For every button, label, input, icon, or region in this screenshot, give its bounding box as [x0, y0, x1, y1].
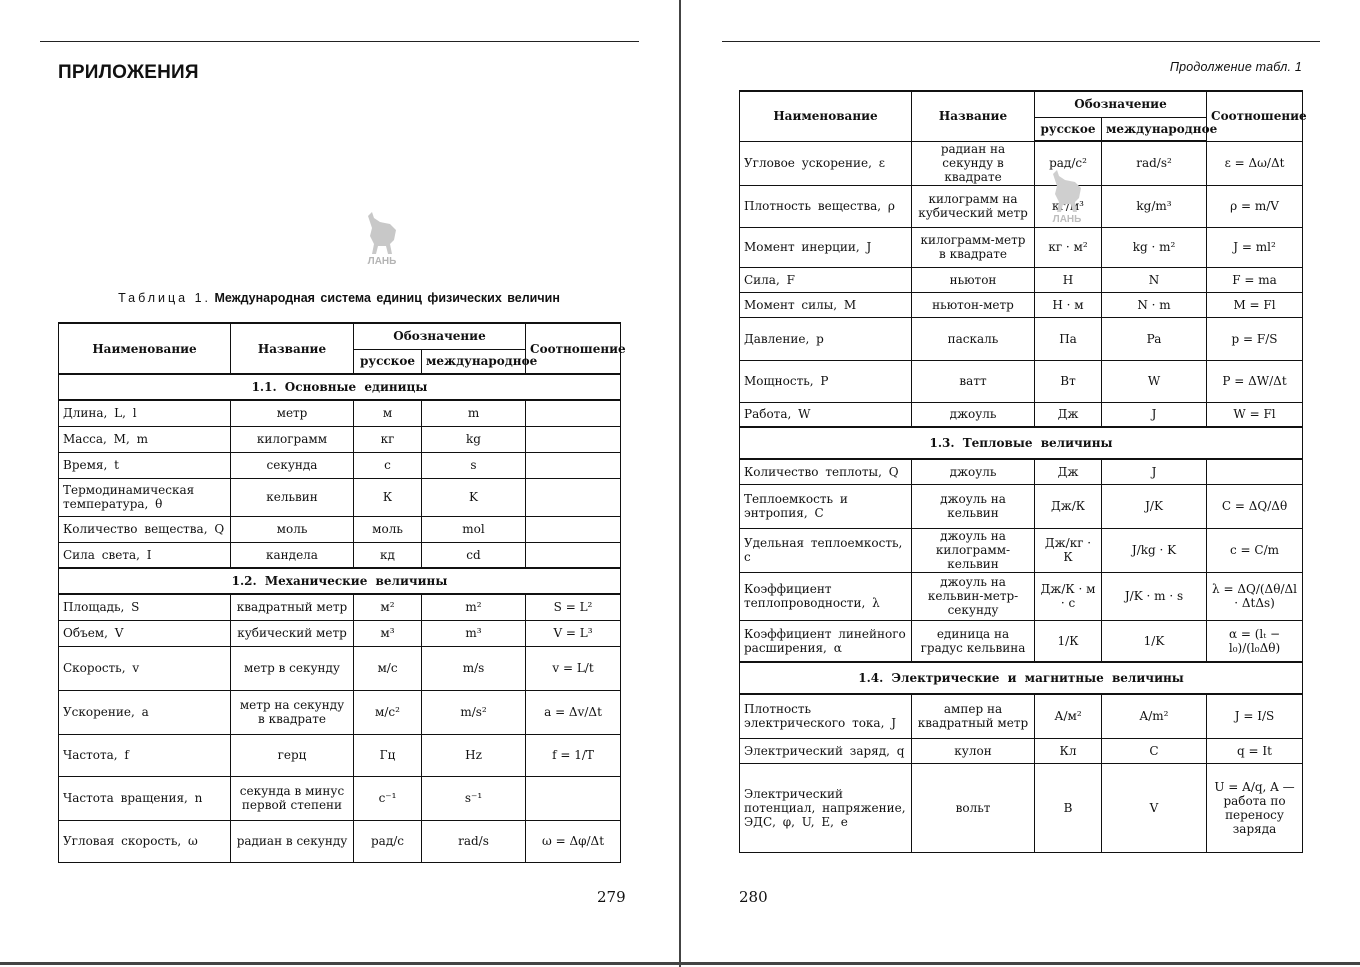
continuation-label: Продолжение табл. 1: [1169, 60, 1302, 74]
unit-name: джоуль: [912, 459, 1035, 484]
russian-symbol: Гц: [354, 734, 422, 776]
unit-name: ньютон-метр: [912, 292, 1035, 317]
quantity-name: Мощность, P: [740, 360, 912, 402]
russian-symbol: Дж/К: [1035, 484, 1102, 528]
unit-name: джоуль на кельвин-метр-секунду: [912, 572, 1035, 620]
table-row: [740, 360, 1303, 402]
header-russian: русское: [354, 349, 422, 374]
quantity-name: Момент инерции, J: [740, 227, 912, 267]
svg-text:ЛАНЬ: ЛАНЬ: [1052, 214, 1082, 225]
table-row: [740, 484, 1303, 528]
unit-name: секунда в минус первой степени: [231, 776, 354, 820]
section-title: 1.4. Электрические и магнитные величины: [740, 662, 1303, 694]
table-row: [59, 820, 621, 862]
russian-symbol: 1/К: [1035, 620, 1102, 662]
international-symbol: m: [422, 400, 526, 426]
unit-name: кулон: [912, 738, 1035, 763]
quantity-name: Частота, f: [59, 734, 231, 776]
russian-symbol: Н · м: [1035, 292, 1102, 317]
header-relation: Соотношение: [526, 323, 621, 374]
relation: a = Δv/Δt: [526, 690, 621, 734]
international-symbol: kg: [422, 426, 526, 452]
russian-symbol: с⁻¹: [354, 776, 422, 820]
svg-text:ЛАНЬ: ЛАНЬ: [367, 256, 397, 267]
relation: U = A/q, A — работа по переносу заряда: [1207, 763, 1303, 852]
unit-name: ампер на квадратный метр: [912, 694, 1035, 738]
unit-name: джоуль на килограмм-кельвин: [912, 528, 1035, 572]
relation: J = ml²: [1207, 227, 1303, 267]
page-number-right: 280: [739, 888, 768, 906]
relation: C = ΔQ/Δθ: [1207, 484, 1303, 528]
table-row: [740, 141, 1303, 185]
right-header-rule: [722, 41, 1320, 42]
unit-name: герц: [231, 734, 354, 776]
relation: W = Fl: [1207, 402, 1303, 427]
international-symbol: W: [1102, 360, 1207, 402]
table-row: [740, 528, 1303, 572]
quantity-name: Угловое ускорение, ε: [740, 141, 912, 185]
table-row: [59, 734, 621, 776]
international-symbol: mol: [422, 516, 526, 542]
international-symbol: K: [422, 478, 526, 516]
unit-name: паскаль: [912, 317, 1035, 360]
russian-symbol: м/с: [354, 646, 422, 690]
table-row: [59, 478, 621, 516]
unit-name: радиан на секунду в квадрате: [912, 141, 1035, 185]
international-symbol: J: [1102, 459, 1207, 484]
quantity-name: Давление, p: [740, 317, 912, 360]
quantity-name: Коэффициент линейного расширения, α: [740, 620, 912, 662]
units-table-part-2: [739, 90, 1307, 853]
international-symbol: V: [1102, 763, 1207, 852]
quantity-name: Частота вращения, n: [59, 776, 231, 820]
quantity-name: Угловая скорость, ω: [59, 820, 231, 862]
quantity-name: Количество вещества, Q: [59, 516, 231, 542]
page-number-left: 279: [597, 888, 626, 906]
table-row: [59, 690, 621, 734]
header-name: Наименование: [59, 323, 231, 374]
relation: [526, 516, 621, 542]
international-symbol: N: [1102, 267, 1207, 292]
quantity-name: Объем, V: [59, 620, 231, 646]
russian-symbol: Н: [1035, 267, 1102, 292]
quantity-name: Электрический потенциал, напряжение, ЭДС, φ, U, E, e: [740, 763, 912, 852]
relation: ρ = m/V: [1207, 185, 1303, 227]
relation: q = It: [1207, 738, 1303, 763]
russian-symbol: Вт: [1035, 360, 1102, 402]
page-heading: ПРИЛОЖЕНИЯ: [58, 62, 199, 83]
relation: p = F/S: [1207, 317, 1303, 360]
table-caption: [58, 291, 620, 305]
unit-name: кубический метр: [231, 620, 354, 646]
unit-name: ньютон: [912, 267, 1035, 292]
quantity-name: Площадь, S: [59, 594, 231, 620]
header-designation: Обозначение: [354, 323, 526, 349]
unit-name: килограмм: [231, 426, 354, 452]
unit-name: ватт: [912, 360, 1035, 402]
section-row: [740, 427, 1303, 459]
international-symbol: J/K · m · s: [1102, 572, 1207, 620]
quantity-name: Коэффициент теплопроводности, λ: [740, 572, 912, 620]
unit-name: квадратный метр: [231, 594, 354, 620]
international-symbol: kg/m³: [1102, 185, 1207, 227]
section-row: [59, 374, 621, 400]
international-symbol: cd: [422, 542, 526, 568]
international-symbol: m/s²: [422, 690, 526, 734]
relation: S = L²: [526, 594, 621, 620]
international-symbol: s⁻¹: [422, 776, 526, 820]
header-name: Наименование: [740, 91, 912, 141]
table-row: [59, 516, 621, 542]
bottom-edge: [0, 962, 1360, 965]
russian-symbol: моль: [354, 516, 422, 542]
publisher-logo-icon: [360, 210, 404, 266]
quantity-name: Удельная теплоемкость, c: [740, 528, 912, 572]
russian-symbol: К: [354, 478, 422, 516]
table-row: [740, 572, 1303, 620]
table-row: [740, 738, 1303, 763]
international-symbol: rad/s²: [1102, 141, 1207, 185]
table-row: [59, 646, 621, 690]
quantity-name: Плотность вещества, ρ: [740, 185, 912, 227]
table-row: [740, 620, 1303, 662]
russian-symbol: рад/с: [354, 820, 422, 862]
unit-name: единица на градус кельвина: [912, 620, 1035, 662]
relation: J = I/S: [1207, 694, 1303, 738]
table-row: [740, 185, 1303, 227]
international-symbol: A/m²: [1102, 694, 1207, 738]
relation: λ = ΔQ/(Δθ/Δl · ΔtΔs): [1207, 572, 1303, 620]
russian-symbol: кд: [354, 542, 422, 568]
header-russian: русское: [1035, 117, 1102, 141]
caption-title: Международная система единиц физических величин: [214, 291, 560, 305]
unit-name: килограмм на кубический метр: [912, 185, 1035, 227]
russian-symbol: кг/м³: [1035, 185, 1102, 227]
international-symbol: rad/s: [422, 820, 526, 862]
russian-symbol: м: [354, 400, 422, 426]
table-row: [740, 763, 1303, 852]
table-row: [59, 400, 621, 426]
table-row: [740, 227, 1303, 267]
russian-symbol: Па: [1035, 317, 1102, 360]
left-header-rule: [40, 41, 639, 42]
international-symbol: J/K: [1102, 484, 1207, 528]
table-row: [740, 459, 1303, 484]
section-row: [59, 568, 621, 594]
unit-name: секунда: [231, 452, 354, 478]
relation: F = ma: [1207, 267, 1303, 292]
international-symbol: s: [422, 452, 526, 478]
international-symbol: C: [1102, 738, 1207, 763]
russian-symbol: с: [354, 452, 422, 478]
russian-symbol: Дж/кг · К: [1035, 528, 1102, 572]
relation: v = L/t: [526, 646, 621, 690]
international-symbol: m/s: [422, 646, 526, 690]
relation: [526, 400, 621, 426]
relation: [1207, 459, 1303, 484]
quantity-name: Количество теплоты, Q: [740, 459, 912, 484]
unit-name: метр в секунду: [231, 646, 354, 690]
header-relation: Соотношение: [1207, 91, 1303, 141]
unit-name: килограмм-метр в квадрате: [912, 227, 1035, 267]
relation: [526, 426, 621, 452]
publisher-logo-icon: [1045, 168, 1089, 224]
russian-symbol: м/с²: [354, 690, 422, 734]
relation: c = C/m: [1207, 528, 1303, 572]
relation: [526, 776, 621, 820]
russian-symbol: м³: [354, 620, 422, 646]
header-unit: Название: [912, 91, 1035, 141]
quantity-name: Плотность электрического тока, J: [740, 694, 912, 738]
quantity-name: Момент силы, M: [740, 292, 912, 317]
header-international: международное: [422, 349, 526, 374]
table-row: [59, 594, 621, 620]
quantity-name: Сила, F: [740, 267, 912, 292]
international-symbol: kg · m²: [1102, 227, 1207, 267]
table-row: [59, 620, 621, 646]
russian-symbol: рад/с²: [1035, 141, 1102, 185]
international-symbol: m³: [422, 620, 526, 646]
unit-name: джоуль: [912, 402, 1035, 427]
russian-symbol: Дж/К · м · с: [1035, 572, 1102, 620]
international-symbol: Hz: [422, 734, 526, 776]
international-symbol: J/kg · K: [1102, 528, 1207, 572]
relation: [526, 542, 621, 568]
unit-name: радиан в секунду: [231, 820, 354, 862]
table-row: [59, 776, 621, 820]
quantity-name: Работа, W: [740, 402, 912, 427]
unit-name: кельвин: [231, 478, 354, 516]
book-spine: [679, 0, 681, 967]
table-row: [740, 402, 1303, 427]
quantity-name: Длина, L, l: [59, 400, 231, 426]
table-row: [740, 694, 1303, 738]
table-row: [59, 452, 621, 478]
section-title: 1.3. Тепловые величины: [740, 427, 1303, 459]
header-designation: Обозначение: [1035, 91, 1207, 117]
international-symbol: J: [1102, 402, 1207, 427]
table-row: [740, 317, 1303, 360]
international-symbol: N · m: [1102, 292, 1207, 317]
quantity-name: Ускорение, a: [59, 690, 231, 734]
section-row: [740, 662, 1303, 694]
relation: [526, 452, 621, 478]
quantity-name: Сила света, I: [59, 542, 231, 568]
relation: P = ΔW/Δt: [1207, 360, 1303, 402]
header-unit: Название: [231, 323, 354, 374]
unit-name: метр на секунду в квадрате: [231, 690, 354, 734]
relation: f = 1/T: [526, 734, 621, 776]
section-title: 1.1. Основные единицы: [59, 374, 621, 400]
quantity-name: Скорость, v: [59, 646, 231, 690]
russian-symbol: м²: [354, 594, 422, 620]
international-symbol: 1/K: [1102, 620, 1207, 662]
relation: α = (lₜ − l₀)/(l₀Δθ): [1207, 620, 1303, 662]
unit-name: джоуль на кельвин: [912, 484, 1035, 528]
russian-symbol: кг: [354, 426, 422, 452]
table-row: [740, 292, 1303, 317]
unit-name: вольт: [912, 763, 1035, 852]
russian-symbol: Дж: [1035, 402, 1102, 427]
international-symbol: Pa: [1102, 317, 1207, 360]
quantity-name: Время, t: [59, 452, 231, 478]
international-symbol: m²: [422, 594, 526, 620]
quantity-name: Масса, M, m: [59, 426, 231, 452]
relation: ω = Δφ/Δt: [526, 820, 621, 862]
russian-symbol: Дж: [1035, 459, 1102, 484]
quantity-name: Термодинамическая температура, θ: [59, 478, 231, 516]
unit-name: моль: [231, 516, 354, 542]
russian-symbol: А/м²: [1035, 694, 1102, 738]
relation: ε = Δω/Δt: [1207, 141, 1303, 185]
relation: [526, 478, 621, 516]
units-table-part-1: [58, 322, 626, 863]
quantity-name: Электрический заряд, q: [740, 738, 912, 763]
table-row: [740, 267, 1303, 292]
quantity-name: Теплоемкость и энтропия, C: [740, 484, 912, 528]
russian-symbol: кг · м²: [1035, 227, 1102, 267]
section-title: 1.2. Механические величины: [59, 568, 621, 594]
russian-symbol: Кл: [1035, 738, 1102, 763]
caption-label: Таблица 1.: [118, 291, 212, 305]
unit-name: кандела: [231, 542, 354, 568]
table-row: [59, 426, 621, 452]
relation: M = Fl: [1207, 292, 1303, 317]
table-row: [59, 542, 621, 568]
relation: V = L³: [526, 620, 621, 646]
unit-name: метр: [231, 400, 354, 426]
russian-symbol: В: [1035, 763, 1102, 852]
header-international: международное: [1102, 117, 1207, 141]
